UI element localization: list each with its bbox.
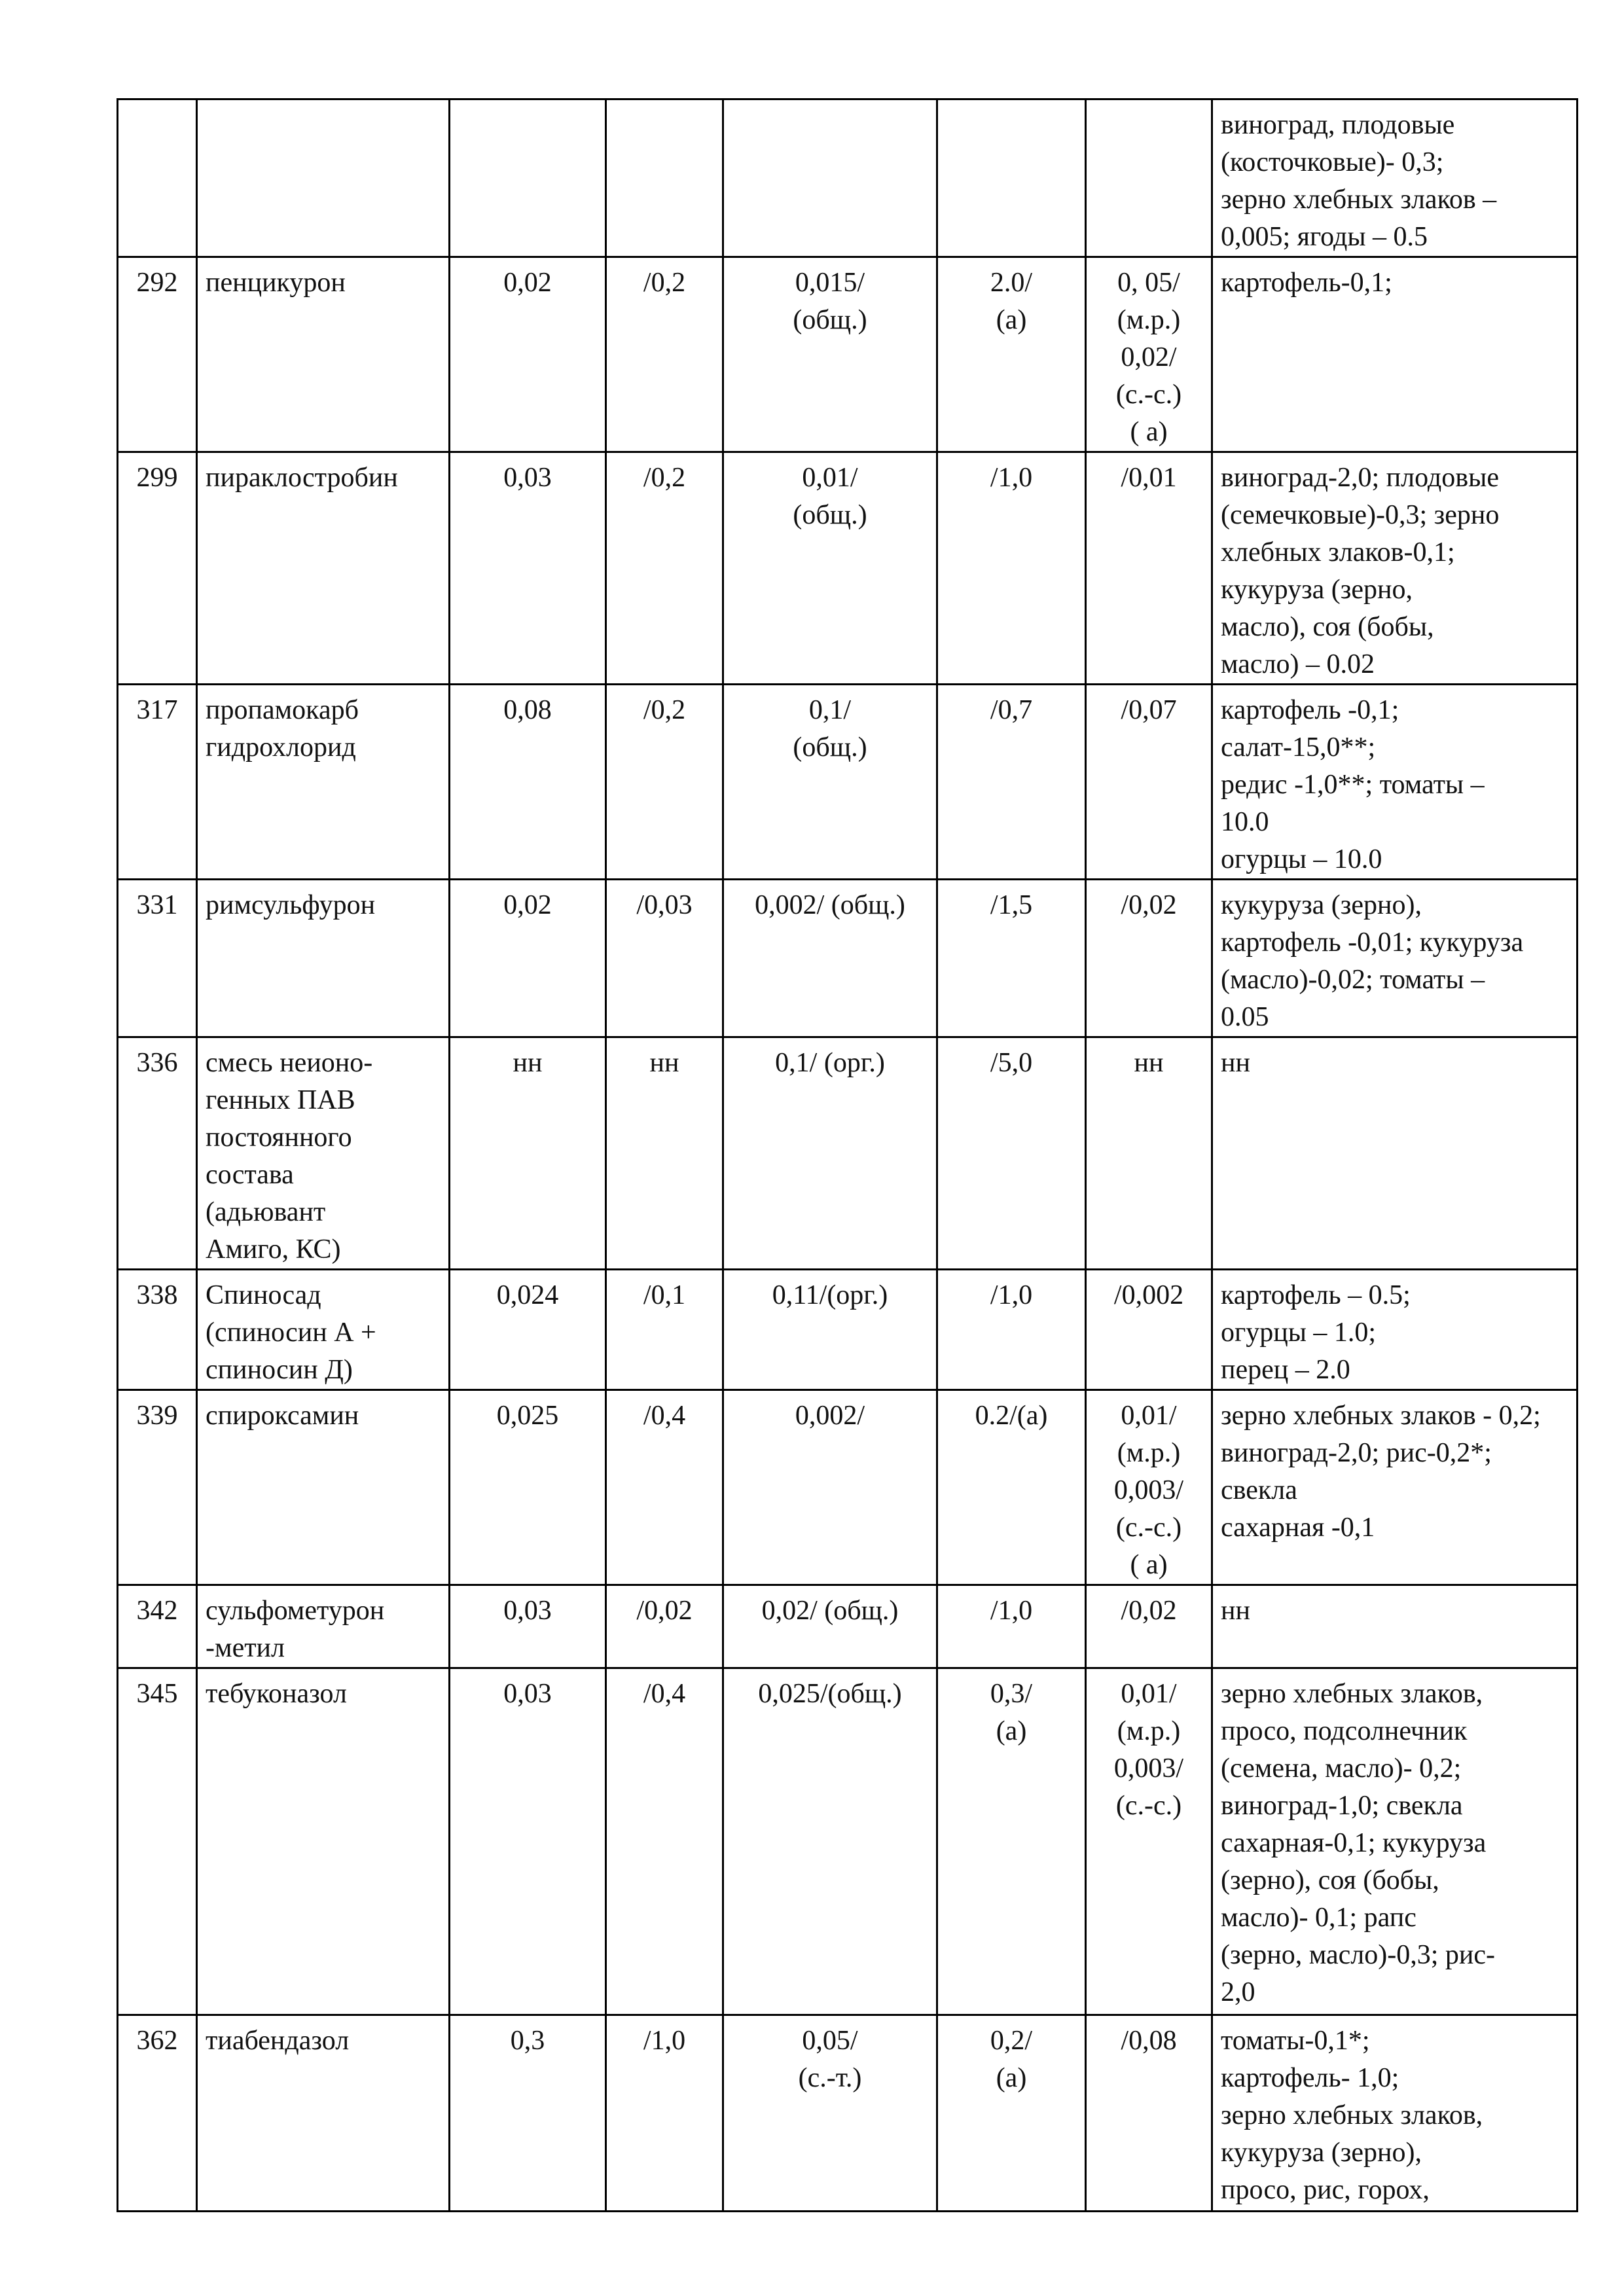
- value-col-6: 0.2/(а): [937, 1390, 1086, 1585]
- value-col-6: 2.0/ (а): [937, 257, 1086, 452]
- value-col-3: 0,3: [450, 2015, 606, 2212]
- value-col-6: 0,2/ (а): [937, 2015, 1086, 2212]
- value-col-4: /0,4: [606, 1390, 723, 1585]
- table-row: [118, 1390, 1578, 1585]
- value-col-4: /1,0: [606, 2015, 723, 2212]
- pesticide-table: [117, 98, 1578, 2212]
- value-col-4: /0,2: [606, 685, 723, 880]
- table-row: [118, 1668, 1578, 2015]
- row-number: 336: [118, 1037, 197, 1270]
- row-number: 362: [118, 2015, 197, 2212]
- value-col-3: 0,03: [450, 452, 606, 685]
- value-col-3: 0,025: [450, 1390, 606, 1585]
- crop-limits: картофель-0,1;: [1212, 257, 1578, 452]
- table-row: [118, 1585, 1578, 1668]
- value-col-5: 0,02/ (общ.): [723, 1585, 937, 1668]
- value-col-6: 0,3/ (а): [937, 1668, 1086, 2015]
- table-row: [118, 452, 1578, 685]
- substance-name: [197, 99, 450, 257]
- value-col-4: /0,02: [606, 1585, 723, 1668]
- row-number: 345: [118, 1668, 197, 2015]
- crop-limits: зерно хлебных злаков, просо, подсолнечник (семена, масло)- 0,2; виноград-1,0; свекла сахарная-0,1; кукуруза (зерно), соя (бобы, масло)- 0,1; рапс (зерно, масло)-0,3; рис- 2,0: [1212, 1668, 1578, 2015]
- table-row: [118, 880, 1578, 1037]
- value-col-3: 0,03: [450, 1585, 606, 1668]
- value-col-4: /0,4: [606, 1668, 723, 2015]
- crop-limits: нн: [1212, 1585, 1578, 1668]
- table-row: [118, 685, 1578, 880]
- value-col-3: нн: [450, 1037, 606, 1270]
- value-col-3: 0,02: [450, 257, 606, 452]
- row-number: 342: [118, 1585, 197, 1668]
- row-number: [118, 99, 197, 257]
- row-number: 339: [118, 1390, 197, 1585]
- crop-limits: картофель -0,1; салат-15,0**; редис -1,0**; томаты – 10.0 огурцы – 10.0: [1212, 685, 1578, 880]
- row-number: 299: [118, 452, 197, 685]
- value-col-7: [1086, 99, 1212, 257]
- value-col-7: /0,01: [1086, 452, 1212, 685]
- substance-name: пенцикурон: [197, 257, 450, 452]
- value-col-3: 0,03: [450, 1668, 606, 2015]
- value-col-7: /0,02: [1086, 1585, 1212, 1668]
- row-number: 292: [118, 257, 197, 452]
- value-col-4: /0,2: [606, 257, 723, 452]
- substance-name: смесь неионо- генных ПАВ постоянного состава (адьювант Амиго, КС): [197, 1037, 450, 1270]
- value-col-6: /1,5: [937, 880, 1086, 1037]
- value-col-3: 0,02: [450, 880, 606, 1037]
- value-col-7: /0,02: [1086, 880, 1212, 1037]
- value-col-6: /5,0: [937, 1037, 1086, 1270]
- value-col-7: нн: [1086, 1037, 1212, 1270]
- value-col-7: 0, 05/ (м.р.) 0,02/ (с.-с.) ( а): [1086, 257, 1212, 452]
- value-col-5: 0,002/ (общ.): [723, 880, 937, 1037]
- substance-name: римсульфурон: [197, 880, 450, 1037]
- row-number: 331: [118, 880, 197, 1037]
- value-col-5: 0,01/ (общ.): [723, 452, 937, 685]
- value-col-5: 0,05/ (с.-т.): [723, 2015, 937, 2212]
- substance-name: тебуконазол: [197, 1668, 450, 2015]
- value-col-5: 0,11/(орг.): [723, 1270, 937, 1390]
- row-number: 338: [118, 1270, 197, 1390]
- value-col-5: 0,1/ (общ.): [723, 685, 937, 880]
- value-col-4: /0,1: [606, 1270, 723, 1390]
- value-col-3: 0,024: [450, 1270, 606, 1390]
- value-col-4: /0,2: [606, 452, 723, 685]
- value-col-5: [723, 99, 937, 257]
- value-col-5: 0,002/: [723, 1390, 937, 1585]
- crop-limits: кукуруза (зерно), картофель -0,01; кукуруза (масло)-0,02; томаты – 0.05: [1212, 880, 1578, 1037]
- substance-name: Спиносад (спиносин А + спиносин Д): [197, 1270, 450, 1390]
- value-col-5: 0,1/ (орг.): [723, 1037, 937, 1270]
- table-body: [118, 99, 1578, 2212]
- value-col-6: /1,0: [937, 452, 1086, 685]
- crop-limits: нн: [1212, 1037, 1578, 1270]
- table-row: [118, 2015, 1578, 2212]
- crop-limits: картофель – 0.5; огурцы – 1.0; перец – 2.0: [1212, 1270, 1578, 1390]
- table-row: [118, 99, 1578, 257]
- crop-limits: виноград, плодовые (косточковые)- 0,3; зерно хлебных злаков – 0,005; ягоды – 0.5: [1212, 99, 1578, 257]
- crop-limits: томаты-0,1*; картофель- 1,0; зерно хлебных злаков, кукуруза (зерно), просо, рис, горох,: [1212, 2015, 1578, 2212]
- table-row: [118, 1037, 1578, 1270]
- value-col-4: нн: [606, 1037, 723, 1270]
- value-col-7: /0,07: [1086, 685, 1212, 880]
- row-number: 317: [118, 685, 197, 880]
- table-row: [118, 1270, 1578, 1390]
- crop-limits: зерно хлебных злаков - 0,2; виноград-2,0; рис-0,2*; свекла сахарная -0,1: [1212, 1390, 1578, 1585]
- value-col-6: [937, 99, 1086, 257]
- value-col-7: 0,01/ (м.р.) 0,003/ (с.-с.) ( а): [1086, 1390, 1212, 1585]
- substance-name: спироксамин: [197, 1390, 450, 1585]
- substance-name: тиабендазол: [197, 2015, 450, 2212]
- crop-limits: виноград-2,0; плодовые (семечковые)-0,3; зерно хлебных злаков-0,1; кукуруза (зерно, масло), соя (бобы, масло) – 0.02: [1212, 452, 1578, 685]
- value-col-4: /0,03: [606, 880, 723, 1037]
- value-col-7: 0,01/ (м.р.) 0,003/ (с.-с.): [1086, 1668, 1212, 2015]
- value-col-3: [450, 99, 606, 257]
- value-col-7: /0,002: [1086, 1270, 1212, 1390]
- substance-name: сульфометурон -метил: [197, 1585, 450, 1668]
- value-col-6: /1,0: [937, 1585, 1086, 1668]
- substance-name: пираклостробин: [197, 452, 450, 685]
- value-col-7: /0,08: [1086, 2015, 1212, 2212]
- value-col-5: 0,025/(общ.): [723, 1668, 937, 2015]
- value-col-4: [606, 99, 723, 257]
- substance-name: пропамокарб гидрохлорид: [197, 685, 450, 880]
- value-col-3: 0,08: [450, 685, 606, 880]
- value-col-6: /0,7: [937, 685, 1086, 880]
- value-col-6: /1,0: [937, 1270, 1086, 1390]
- value-col-5: 0,015/ (общ.): [723, 257, 937, 452]
- table-row: [118, 257, 1578, 452]
